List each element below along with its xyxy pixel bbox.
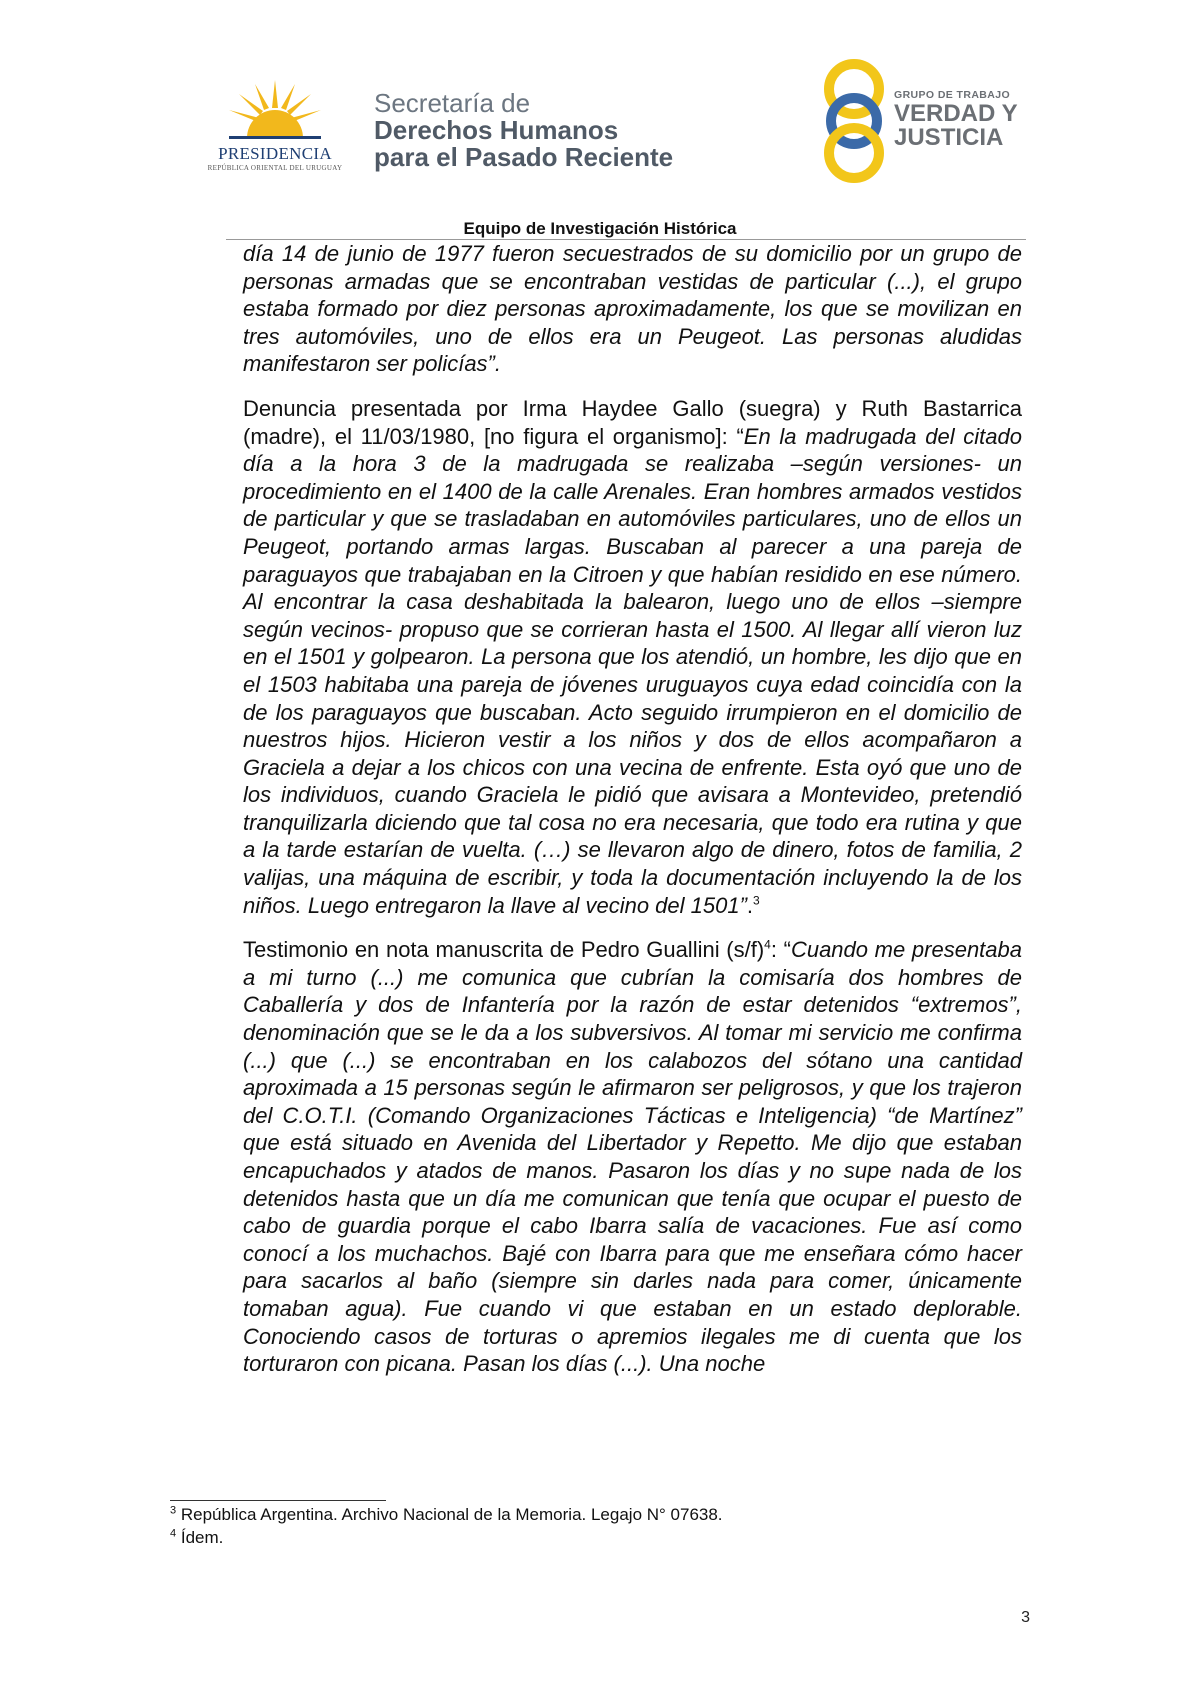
secretaria-title [374, 90, 673, 171]
footnote-4-number: 4 [170, 1527, 177, 1540]
footnotes [170, 1503, 1020, 1549]
justicia-label: JUSTICIA [894, 124, 1004, 151]
paragraph-1-quote: día 14 de junio de 1977 fueron secuestrados de su domicilio por un grupo de personas armadas que se encontraban vestidas de particular (...), el grupo estaba formado por diez personas aproximadamente, los que se movilizan en tres automóviles, uno de ellos era un Peugeot. Las personas aludidas manifestaron ser policías”. [243, 241, 1022, 377]
presidencia-name: PRESIDENCIA [218, 144, 332, 163]
sun-emblem-icon [225, 78, 325, 142]
presidencia-subtitle: REPÚBLICA ORIENTAL DEL URUGUAY [207, 164, 343, 172]
footnote-ref-3: 3 [753, 893, 760, 908]
paragraph-2-end: . [746, 892, 754, 918]
secretaria-line-1: Secretaría de [374, 88, 531, 118]
secretaria-line-3: para el Pasado Reciente [374, 142, 674, 172]
verdad-justicia-logo [820, 55, 1040, 185]
footnote-4-text: Ídem. [180, 1528, 224, 1547]
paragraph-3-mid: : “ [770, 937, 791, 963]
paragraph-2-quote: En la madrugada del citado día a la hora 3 de la madrugada se realizaba –según versiones- un procedimiento en el 1400 de la calle Arenales. Eran hombres armados vestidos de particular y que se trasladaban en automóviles particulares, uno de ellos un Peugeot, portando armas largas. Buscaban al parecer a una pareja de paraguayos que trabajaban en la Citroen y que habían residido en ese número. Al encontrar la casa deshabitada la balearon, luego uno de ellos –siempre según vecinos- propuso que se corrieran hasta el 1500. Al llegar allí vieron luz en el 1501 y golpearon. La persona que los atendió, un hombre, les dijo que en el 1503 habitaba una pareja de jóvenes uruguayos cuya edad coincidía con la de los paraguayos que buscaban. Acto seguido irrumpieron en el domicilio de nuestros hijos. Hicieron vestir a los niños y dos de ellos acompañaron a Graciela a dejar a los chicos con una vecina de enfrente. Esta oyó que uno de los individuos, cuando Graciela le pidió que avisara a Montevideo, pretendió tranquilizarla diciendo que tal cosa no era necesaria, que todo era rutina y que a la tarde estarían de vuelta. (…) se llevaron algo de dinero, fotos de familia, 2 valijas, una máquina de escribir, y toda la documentación incluyendo la de los niños. Luego entregaron la llave al vecino del 1501” [243, 423, 1022, 918]
team-title: Equipo de Investigación Histórica [463, 219, 737, 238]
document-body [243, 240, 1022, 1395]
secretaria-line-2: Derechos Humanos [374, 115, 619, 145]
paragraph-3 [243, 936, 1022, 1378]
verdad-label: VERDAD Y [894, 100, 1018, 127]
paragraph-2-lead: Denuncia presentada por Irma Haydee Gallo (suegra) y Ruth Bastarrica (madre), el 11/03/1980, [no figura el organismo]: “ [243, 395, 1022, 449]
footnote-3 [170, 1503, 1020, 1526]
footnote-4 [170, 1526, 1020, 1549]
presidencia-logo [195, 78, 355, 178]
paragraph-3-lead: Testimonio en nota manuscrita de Pedro Guallini (s/f) [243, 937, 765, 963]
paragraph-3-quote: Cuando me presentaba a mi turno (...) me comunica que cubrían la comisaría dos hombres de Caballería y dos de Infantería por la razón de estar detenidos “extremos”, denominación que se le da a los subversivos. Al tomar mi servicio me confirma (...) que (...) se encontraban en los calabozos del sótano una cantidad aproximada a 15 personas según le afirmaron ser peligrosos, y que los trajeron del C.O.T.I. (Comando Organizaciones Tácticas e Inteligencia) “de Martínez” que está situado en Avenida del Libertador y Repetto. Me dijo que estaban encapuchados y atados de manos. Pasaron los días y no supe nada de los detenidos hasta que un día me comunican que tenía que ocupar el puesto de cabo de guardia porque el cabo Ibarra salía de vacaciones. Fue así como conocí a los muchachos. Bajé con Ibarra para que me enseñara cómo hacer para sacarlos al baño (siempre sin darles nada para comer, únicamente tomaban agua). Fue cuando vi que estaban en un estado deplorable. Conociendo casos de torturas o apremios ilegales me di cuenta que los torturaron con picana. Pasan los días (...). Una noche [243, 937, 1023, 1377]
footnote-divider [170, 1500, 386, 1501]
verdad-justicia-rings-icon [820, 55, 890, 185]
footnote-ref-4: 4 [764, 937, 771, 952]
footnote-3-text: República Argentina. Archivo Nacional de la Memoria. Legajo N° 07638. [180, 1505, 723, 1524]
paragraph-2 [243, 395, 1022, 919]
page-header [0, 0, 1190, 250]
page-number: 3 [1021, 1609, 1030, 1626]
grupo-trabajo-label: GRUPO DE TRABAJO [894, 89, 1011, 101]
paragraph-1 [243, 240, 1022, 378]
footnote-3-number: 3 [170, 1504, 177, 1517]
